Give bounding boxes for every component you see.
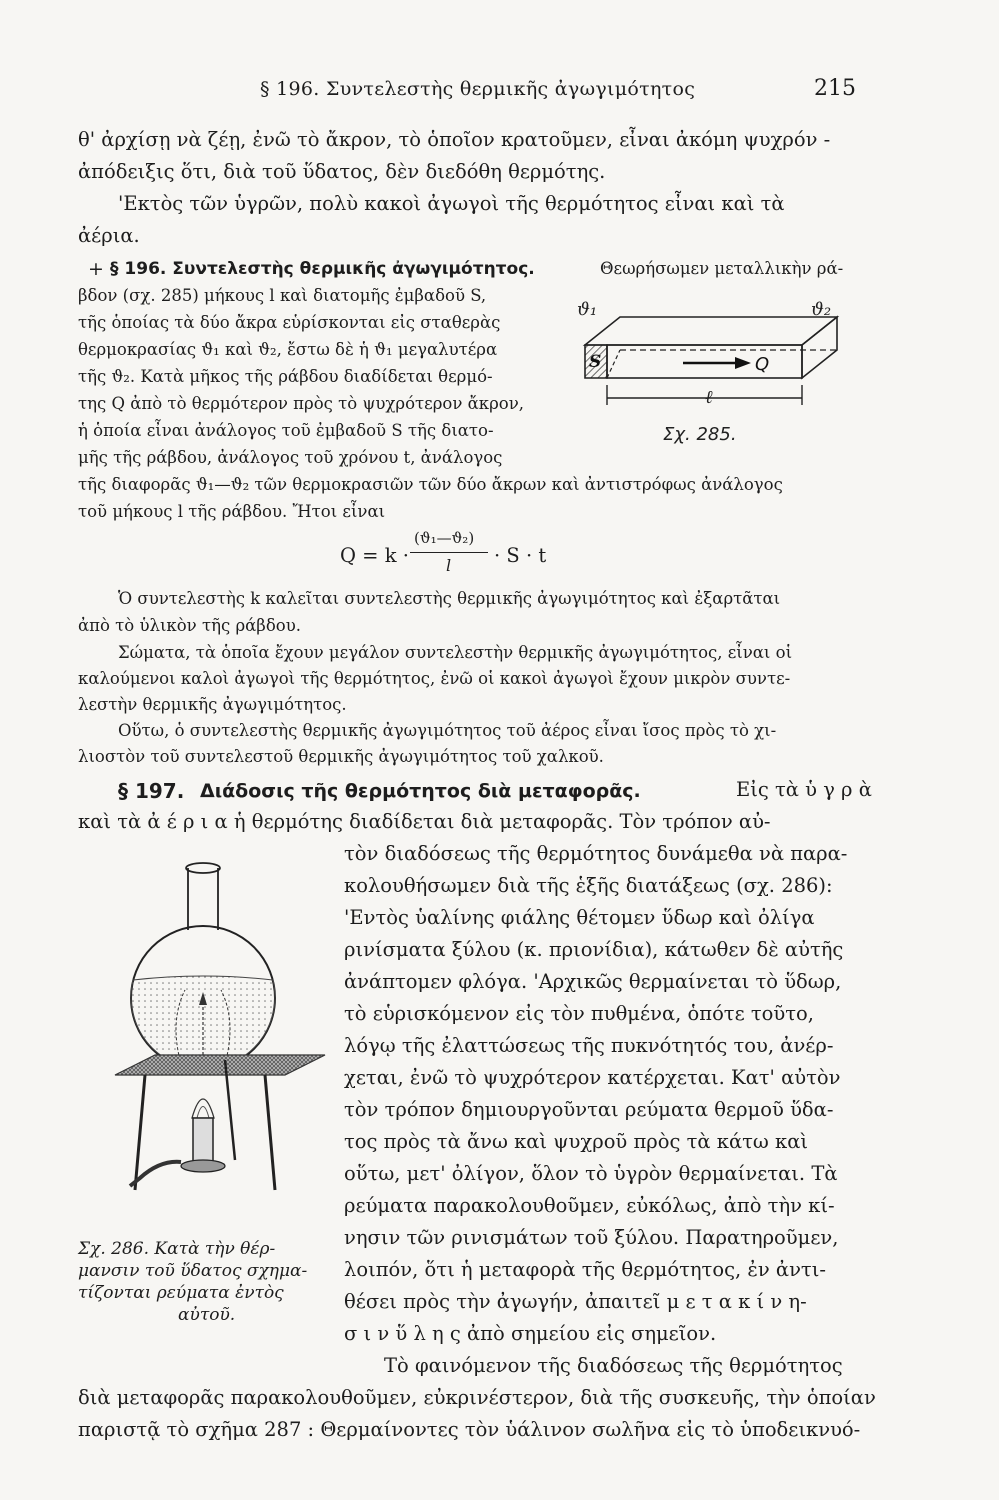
- label-s: S: [589, 352, 602, 372]
- section-197-line: διὰ μεταφορᾶς παρακολουθοῦμεν, εὐκρινέστερον, διὰ τῆς συσκευῆς, τὴν ὁποίαν: [78, 1386, 876, 1409]
- section-197-line: Τὸ φαινόμενον τῆς διαδόσεως τῆς θερμότητος: [384, 1354, 843, 1377]
- section-197-line: χεται, ἐνῶ τὸ ψυχρότερον κατέρχεται. Κατ' αὐτὸν: [344, 1066, 841, 1089]
- formula-denominator: l: [446, 556, 452, 575]
- section-196-line: θερμοκρασίας ϑ₁ καὶ ϑ₂, ἔστω δὲ ἡ ϑ₁ μεγαλυτέρα: [78, 340, 498, 359]
- intro-line: θ' ἀρχίσῃ νὰ ζέῃ, ἐνῶ τὸ ἄκρον, τὸ ὁποῖον κρατοῦμεν, εἶναι ἀκόμη ψυχρόν -: [78, 128, 831, 151]
- section-196-heading: § 196. Συντελεστὴς θερμικῆς ἀγωγιμότητος.: [110, 259, 535, 279]
- formula-numerator: (ϑ₁—ϑ₂): [414, 529, 475, 547]
- figure-285: [565, 290, 855, 450]
- figure-286-caption: Σχ. 286. Κατὰ τὴν θέρ-: [78, 1239, 276, 1259]
- section-196-line: Θεωρήσωμεν μεταλλικὴν ρά-: [600, 259, 844, 278]
- section-197-line: θέσει πρὸς τὴν ἀγωγήν, ἀπαιτεῖ μ ε τ α κ ί ν η-: [344, 1290, 807, 1313]
- bunsen-burner: [193, 1118, 213, 1163]
- section-196-line: βδον (σχ. 285) μήκους l καὶ διατομῆς ἐμβαδοῦ S,: [78, 286, 487, 305]
- label-theta1: ϑ₁: [577, 299, 598, 320]
- section-197-line: ρεύματα παρακολουθοῦμεν, εὐκόλως, ἀπὸ τὴν κί-: [344, 1194, 835, 1217]
- label-q: Q: [755, 354, 770, 375]
- section-196-line: τῆς διαφορᾶς ϑ₁—ϑ₂ τῶν θερμοκρασιῶν τῶν δύο ἄκρων καὶ ἀντιστρόφως ἀνάλογος: [78, 475, 783, 494]
- section-197-heading: Διάδοσις τῆς θερμότητος διὰ μεταφορᾶς.: [200, 780, 641, 802]
- section-197-line: σ ι ν ὕ λ η ς ἀπὸ σημείου εἰς σημεῖον.: [344, 1322, 717, 1345]
- section-196-line: της Q ἀπὸ τὸ θερμότερον πρὸς τὸ ψυχρότερον ἄκρον,: [78, 394, 524, 413]
- section-197-line: κολουθήσωμεν διὰ τῆς ἑξῆς διατάξεως (σχ. 286):: [344, 874, 833, 897]
- rod-top-face: [585, 317, 837, 345]
- running-title: § 196. Συντελεστὴς θερμικῆς ἀγωγιμότητος: [260, 78, 696, 100]
- formula-lhs: Q = k ·: [340, 544, 409, 567]
- wire-gauze: [115, 1055, 325, 1075]
- section-197-line: παριστᾷ τὸ σχῆμα 287 : Θερμαίνοντες τὸν ὑάλινον σωλῆνα εἰς τὸ ὑποδεικνυό-: [78, 1418, 861, 1441]
- section-197-line: 'Εντὸς ὑαλίνης φιάλης θέτομεν ὕδωρ καὶ ὀλίγα: [344, 906, 815, 929]
- figure-286-caption: μανσιν τοῦ ὕδατος σχημα-: [78, 1261, 308, 1281]
- label-l: ℓ: [705, 387, 713, 408]
- flame: [192, 1099, 214, 1118]
- formula-rhs: · S · t: [494, 544, 547, 567]
- margin-mark: +: [88, 258, 104, 280]
- section-197-line: οὕτω, μετ' ὀλίγον, ὅλον τὸ ὑγρὸν θερμαίνεται. Τὰ: [344, 1162, 838, 1185]
- label-theta2: ϑ₂: [811, 299, 832, 320]
- section-196-line: Σώματα, τὰ ὁποῖα ἔχουν μεγάλον συντελεστὴν θερμικῆς ἀγωγιμότητος, εἶναι οἱ: [118, 643, 793, 662]
- intro-line: ἀέρια.: [78, 224, 140, 247]
- figure-285-caption: Σχ. 285.: [663, 424, 737, 445]
- section-196-line: καλούμενοι καλοὶ ἀγωγοὶ τῆς θερμότητος, ἐνῶ οἱ κακοὶ ἀγωγοὶ ἔχουν μικρὸν συντε-: [78, 669, 791, 688]
- tripod-leg: [265, 1075, 275, 1190]
- section-197-line: τὸ εὑρισκόμενον εἰς τὸν πυθμένα, ὁπότε τοῦτο,: [344, 1002, 814, 1025]
- section-197-line: ἀνάπτομεν φλόγα. 'Αρχικῶς θερμαίνεται τὸ ὕδωρ,: [344, 970, 842, 993]
- section-196-line: ἀπὸ τὸ ὑλικὸν τῆς ράβδου.: [78, 616, 301, 635]
- section-197-line: λόγῳ τῆς ἐλαττώσεως τῆς πυκνότητός του, ἀνέρ-: [344, 1034, 834, 1057]
- section-196-line: τῆς ϑ₂. Κατὰ μῆκος τῆς ράβδου διαδίδεται θερμό-: [78, 367, 493, 386]
- figure-286-caption: τίζονται ρεύματα ἐντὸς: [78, 1283, 284, 1303]
- section-197-line: τος πρὸς τὰ ἄνω καὶ ψυχροῦ πρὸς τὰ κάτω καὶ: [344, 1130, 809, 1153]
- section-196-line: τῆς ὁποίας τὰ δύο ἄκρα εὑρίσκονται εἰς σταθερὰς: [78, 313, 501, 332]
- rod-side-face: [802, 317, 837, 378]
- section-197-line: Εἰς τὰ ὑ γ ρ ὰ: [736, 778, 872, 801]
- section-197-line: ρινίσματα ξύλου (κ. πριονίδια), κάτωθεν δὲ αὐτῆς: [344, 938, 844, 961]
- section-197-line: καὶ τὰ ἀ έ ρ ι α ἡ θερμότης διαδίδεται διὰ μεταφορᾶς. Τὸν τρόπον αὐ-: [78, 810, 771, 833]
- section-197-line: νησιν τῶν ρινισμάτων τοῦ ξύλου. Παρατηροῦμεν,: [344, 1226, 839, 1249]
- intro-line: ἀπόδειξις ὅτι, διὰ τοῦ ὕδατος, δὲν διεδόθη θερμότης.: [78, 160, 606, 183]
- section-196-line: τοῦ μήκους l τῆς ράβδου. Ἤτοι εἶναι: [78, 502, 386, 521]
- section-197-line: τὸν τρόπον δημιουργοῦνται ρεύματα θερμοῦ ὕδα-: [344, 1098, 834, 1121]
- section-197-line: λοιπόν, ὅτι ἡ μεταφορὰ τῆς θερμότητος, ἐν ἀντι-: [344, 1258, 826, 1281]
- section-197-line: τὸν διαδόσεως τῆς θερμότητος δυνάμεθα νὰ παρα-: [344, 842, 848, 865]
- section-196-line: μῆς τῆς ράβδου, ἀνάλογος τοῦ χρόνου t, ἀνάλογος: [78, 448, 503, 467]
- section-196-line: Οὕτω, ὁ συντελεστὴς θερμικῆς ἀγωγιμότητος τοῦ ἀέρος εἶναι ἴσος πρὸς τὸ χι-: [118, 721, 777, 740]
- section-197-number: § 197.: [118, 779, 185, 803]
- page-number: 215: [814, 76, 856, 101]
- figure-286-caption: αὐτοῦ.: [178, 1305, 236, 1325]
- intro-line: 'Εκτὸς τῶν ὑγρῶν, πολὺ κακοὶ ἀγωγοὶ τῆς θερμότητος εἶναι καὶ τὰ: [118, 192, 785, 215]
- section-196-line: Ὁ συντελεστὴς k καλεῖται συντελεστὴς θερμικῆς ἀγωγιμότητος καὶ ἐξαρτᾶται: [118, 589, 781, 608]
- figure-286: [100, 860, 340, 1230]
- section-196-line: ἡ ὁποία εἶναι ἀνάλογος τοῦ ἐμβαδοῦ S τῆς διατο-: [78, 421, 494, 440]
- section-196-line: λιοστὸν τοῦ συντελεστοῦ θερμικῆς ἀγωγιμότητος τοῦ χαλκοῦ.: [78, 747, 604, 766]
- section-196-line: λεστὴν θερμικῆς ἀγωγιμότητος.: [78, 695, 347, 714]
